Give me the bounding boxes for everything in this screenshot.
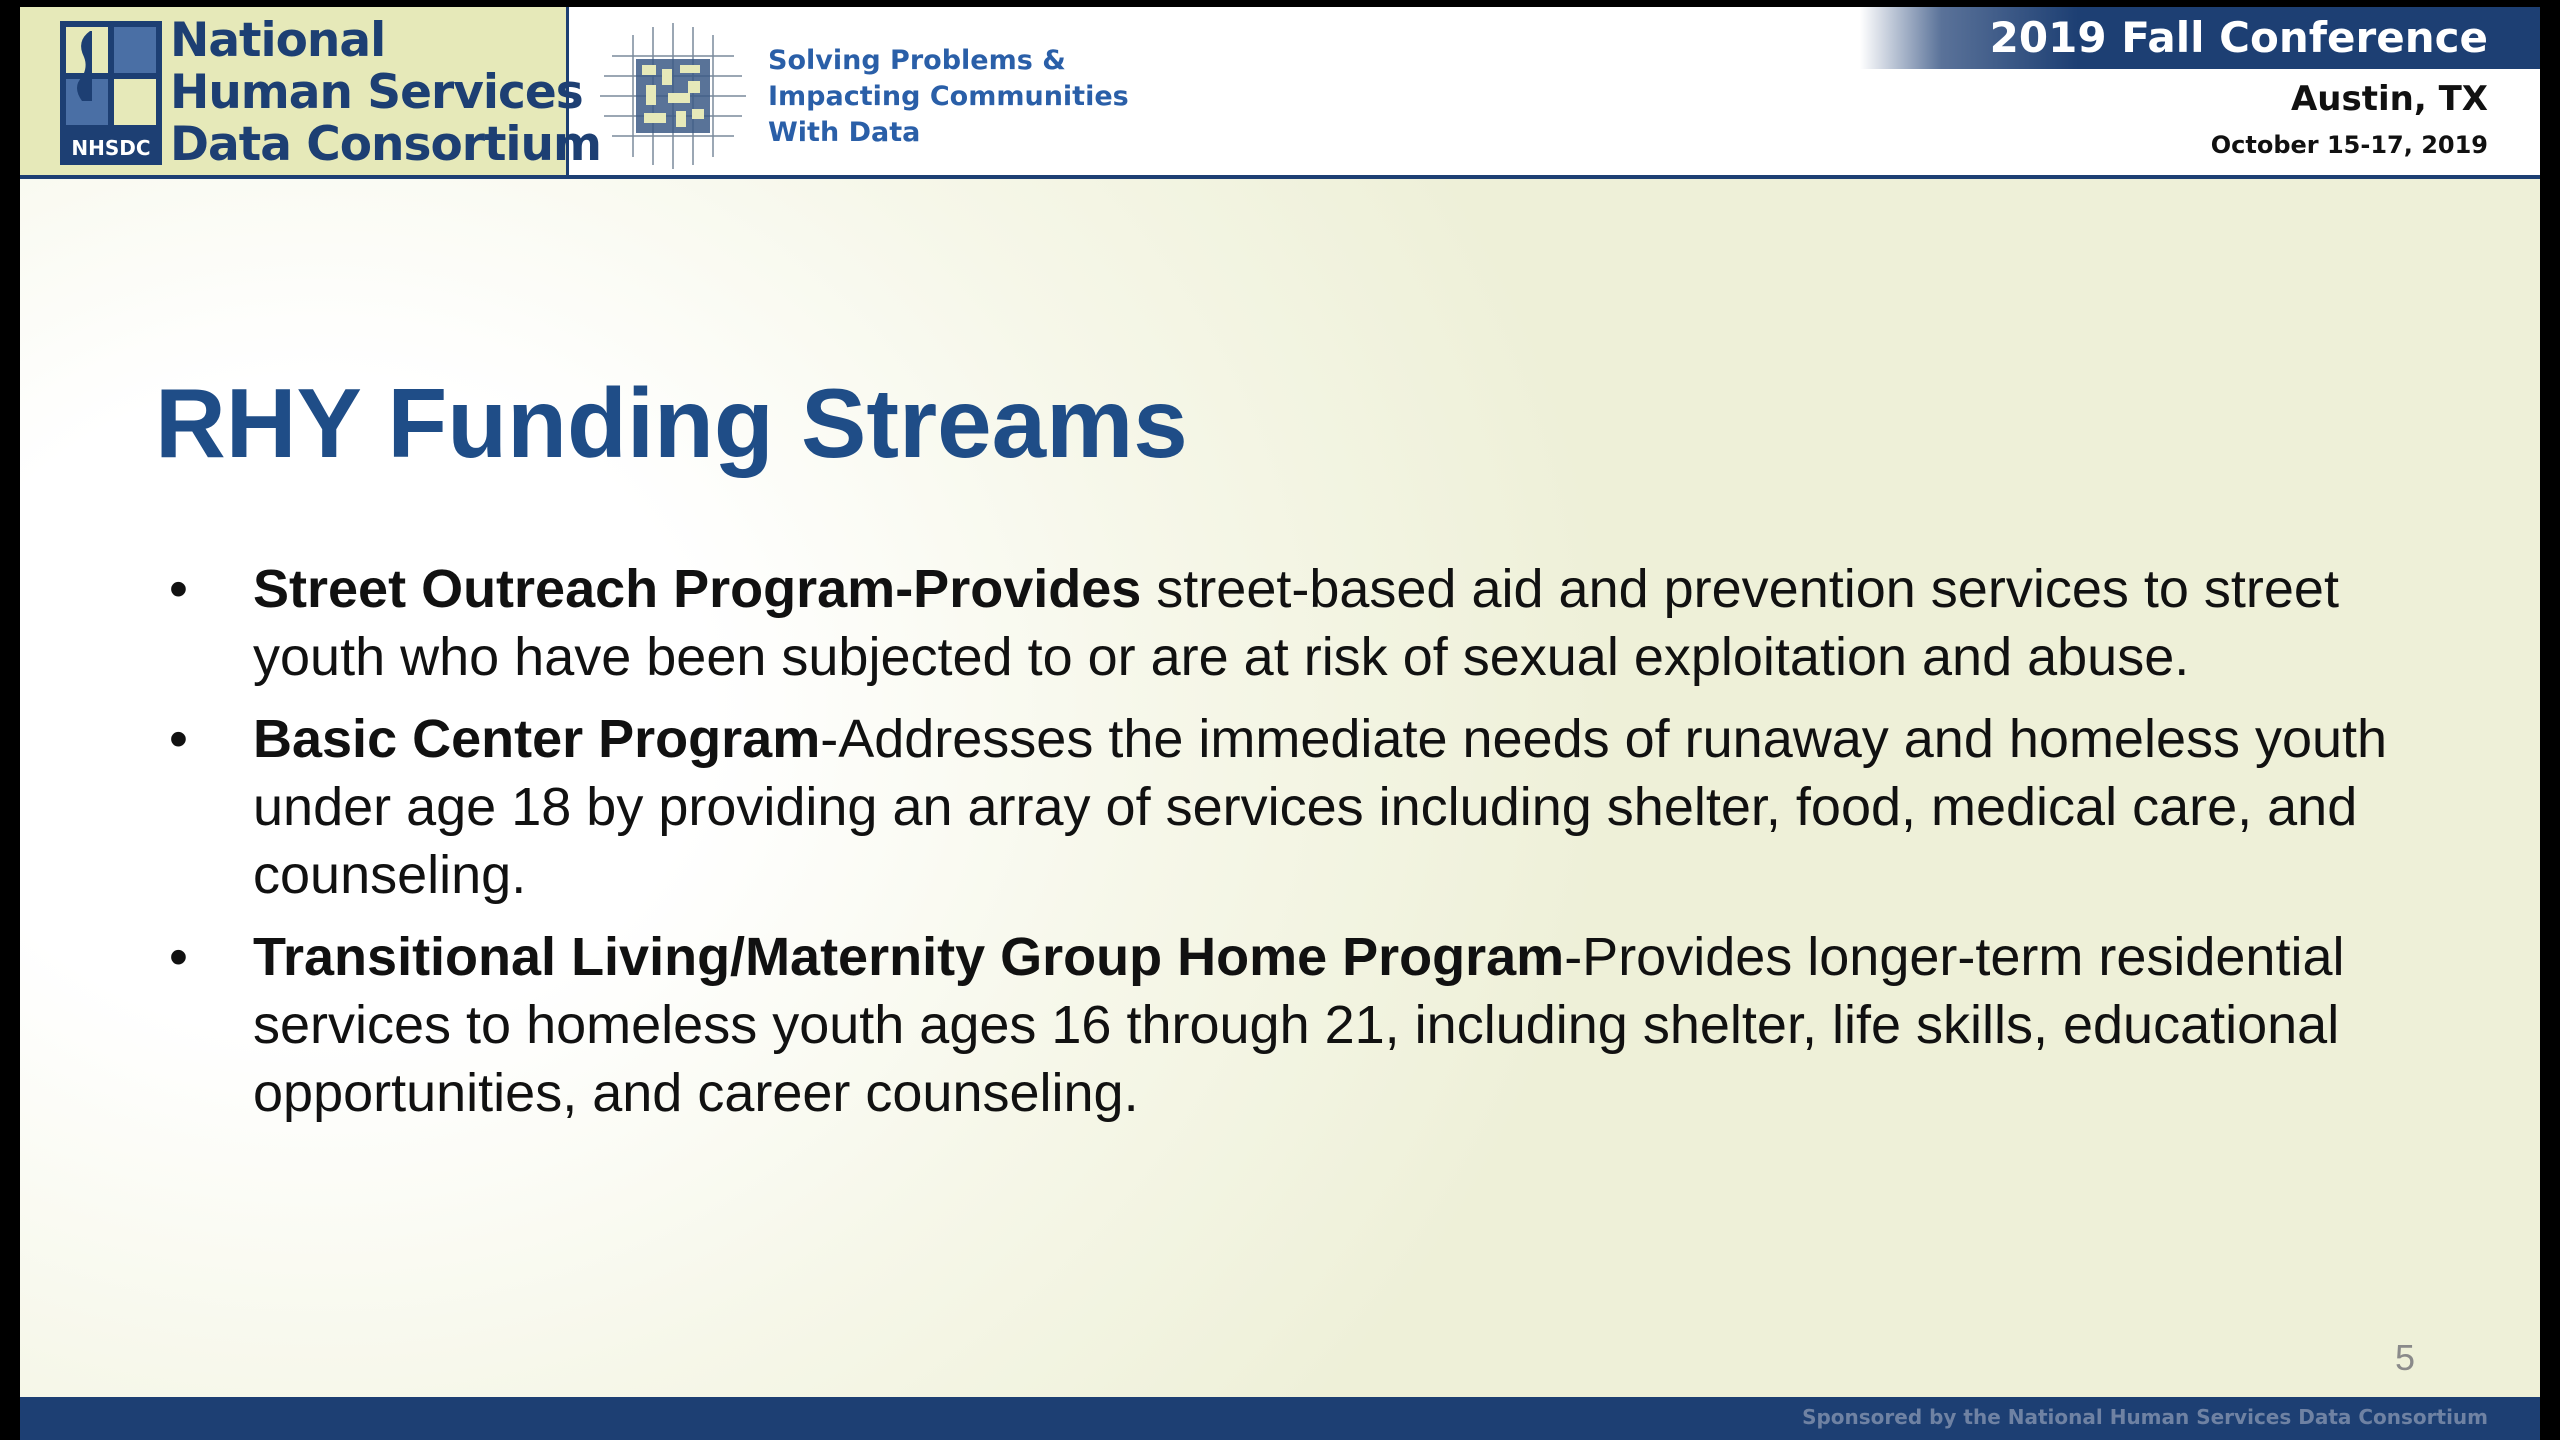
tagline-line: Impacting Communities [768,81,1129,112]
bullet-text: -Addresses the immediate needs of runaway and homeless youth under age 18 by providing an array of services including shelter, food, medical care, and counseling. [253,709,2388,905]
bullet-item [155,923,2435,1127]
conference-banner [1860,7,2540,69]
logo-line: National [170,13,386,68]
page-number: 5 [2395,1337,2416,1378]
bullet-marker: • [169,709,188,769]
conference-dates: October 15-17, 2019 [2210,131,2488,159]
slide-footer [20,1397,2540,1440]
conference-title: 2019 Fall Conference [1989,13,2488,62]
presentation-slide [20,7,2540,1440]
bullet-item [155,555,2435,691]
bullet-text: street-based aid and prevention services to street youth who have been subjected to or are at risk of sexual exploitation and abuse. [253,559,2339,687]
logo-line: Data Consortium [170,117,601,172]
sponsor-text: Sponsored by the National Human Services Data Consortium [1802,1405,2488,1429]
logo-line: Human Services [170,65,583,120]
bullet-heading: Basic Center Program [253,709,821,769]
slide-header [20,7,2540,179]
tagline [768,43,1129,151]
bullet-item [155,705,2435,909]
nhsdc-logo-mark-icon [60,21,162,165]
data-grid-emblem-icon [598,21,748,171]
bullet-heading: Street Outreach Program-Provides [253,559,1142,619]
bullet-list [155,555,2435,1141]
bullet-marker: • [169,559,188,619]
svg-text:NHSDC: NHSDC [71,136,151,160]
bullet-text: -Provides longer-term residential services to homeless youth ages 16 through 21, including shelter, life skills, educational opportunities, and career counseling. [253,927,2345,1123]
logo-wordmark [170,15,601,171]
tagline-line: With Data [768,117,921,148]
tagline-line: Solving Problems & [768,45,1066,76]
bullet-heading: Transitional Living/Maternity Group Home Program [253,927,1565,987]
slide-title: RHY Funding Streams [155,368,1188,478]
conference-city: Austin, TX [2290,79,2488,119]
nhsdc-logo [20,7,601,175]
bullet-marker: • [169,927,188,987]
